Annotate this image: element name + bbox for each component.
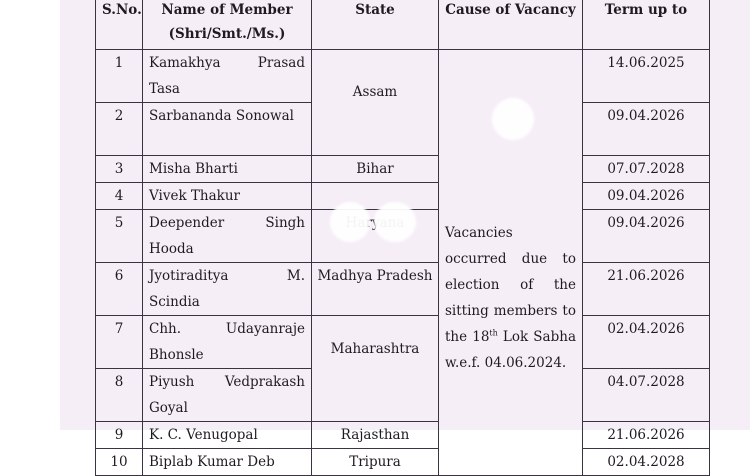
header-name (143, 0, 312, 50)
header-name-label: Name of Member (161, 2, 293, 18)
table-row (96, 263, 710, 316)
glare-spot (492, 98, 534, 140)
cell-term: 09.04.2026 (583, 183, 710, 210)
cause-text-a: Vacancies occurred due to election of the sitting members to the 18 (445, 224, 576, 345)
cell-sno: 8 (96, 369, 143, 422)
cell-term: 07.07.2028 (583, 156, 710, 183)
header-sno: S.No. (96, 0, 143, 50)
cell-name: Deepender Singh Hooda (143, 210, 312, 263)
cell-sno: 2 (96, 103, 143, 156)
header-name-sub: (Shri/Smt./Ms.) (168, 26, 286, 42)
cell-name: Biplab Kumar Deb (143, 449, 312, 476)
cell-name: Vivek Thakur (143, 183, 312, 210)
cell-term: 09.04.2026 (583, 210, 710, 263)
table-row (96, 156, 710, 183)
glare-spot (330, 202, 370, 242)
table-row (96, 449, 710, 476)
cell-sno: 9 (96, 422, 143, 449)
header-cause: Cause of Vacancy (439, 0, 583, 50)
cell-state-empty (312, 183, 439, 210)
cell-name: Kamakhya Prasad Tasa (143, 50, 312, 103)
cell-state-assam: Assam (312, 50, 439, 156)
cell-sno: 5 (96, 210, 143, 263)
cell-term: 04.07.2028 (583, 369, 710, 422)
table-row (96, 316, 710, 369)
cell-term: 02.04.2028 (583, 449, 710, 476)
cell-name: Sarbananda Sonowal (143, 103, 312, 156)
cell-name: Chh. Udayanraje Bhonsle (143, 316, 312, 369)
cell-name: Misha Bharti (143, 156, 312, 183)
cell-term: 21.06.2026 (583, 263, 710, 316)
cell-sno: 10 (96, 449, 143, 476)
cell-sno: 4 (96, 183, 143, 210)
cell-state-rajasthan: Rajasthan (312, 422, 439, 449)
cell-term: 21.06.2026 (583, 422, 710, 449)
cell-state-madhya-pradesh: Madhya Pradesh (312, 263, 439, 316)
table-row (96, 50, 710, 103)
cell-sno: 6 (96, 263, 143, 316)
cell-state-bihar: Bihar (312, 156, 439, 183)
cell-sno: 3 (96, 156, 143, 183)
cell-sno: 1 (96, 50, 143, 103)
cell-state-maharashtra: Maharashtra (312, 316, 439, 422)
cause-text-sup: th (489, 328, 498, 337)
cell-name: Jyotiraditya M. Scindia (143, 263, 312, 316)
cell-term: 09.04.2026 (583, 103, 710, 156)
cell-state-tripura: Tripura (312, 449, 439, 476)
cell-name: K. C. Venugopal (143, 422, 312, 449)
cell-name: Piyush Vedprakash Goyal (143, 369, 312, 422)
table-header-row (96, 0, 710, 50)
header-term: Term up to (583, 0, 710, 50)
glare-spot (374, 202, 416, 242)
cell-term: 02.04.2026 (583, 316, 710, 369)
cause-text-b: Lok Sabha w.e.f. 04.06.2024. (445, 328, 576, 371)
cell-term: 14.06.2025 (583, 50, 710, 103)
table-row (96, 422, 710, 449)
cell-sno: 7 (96, 316, 143, 369)
header-state: State (312, 0, 439, 50)
